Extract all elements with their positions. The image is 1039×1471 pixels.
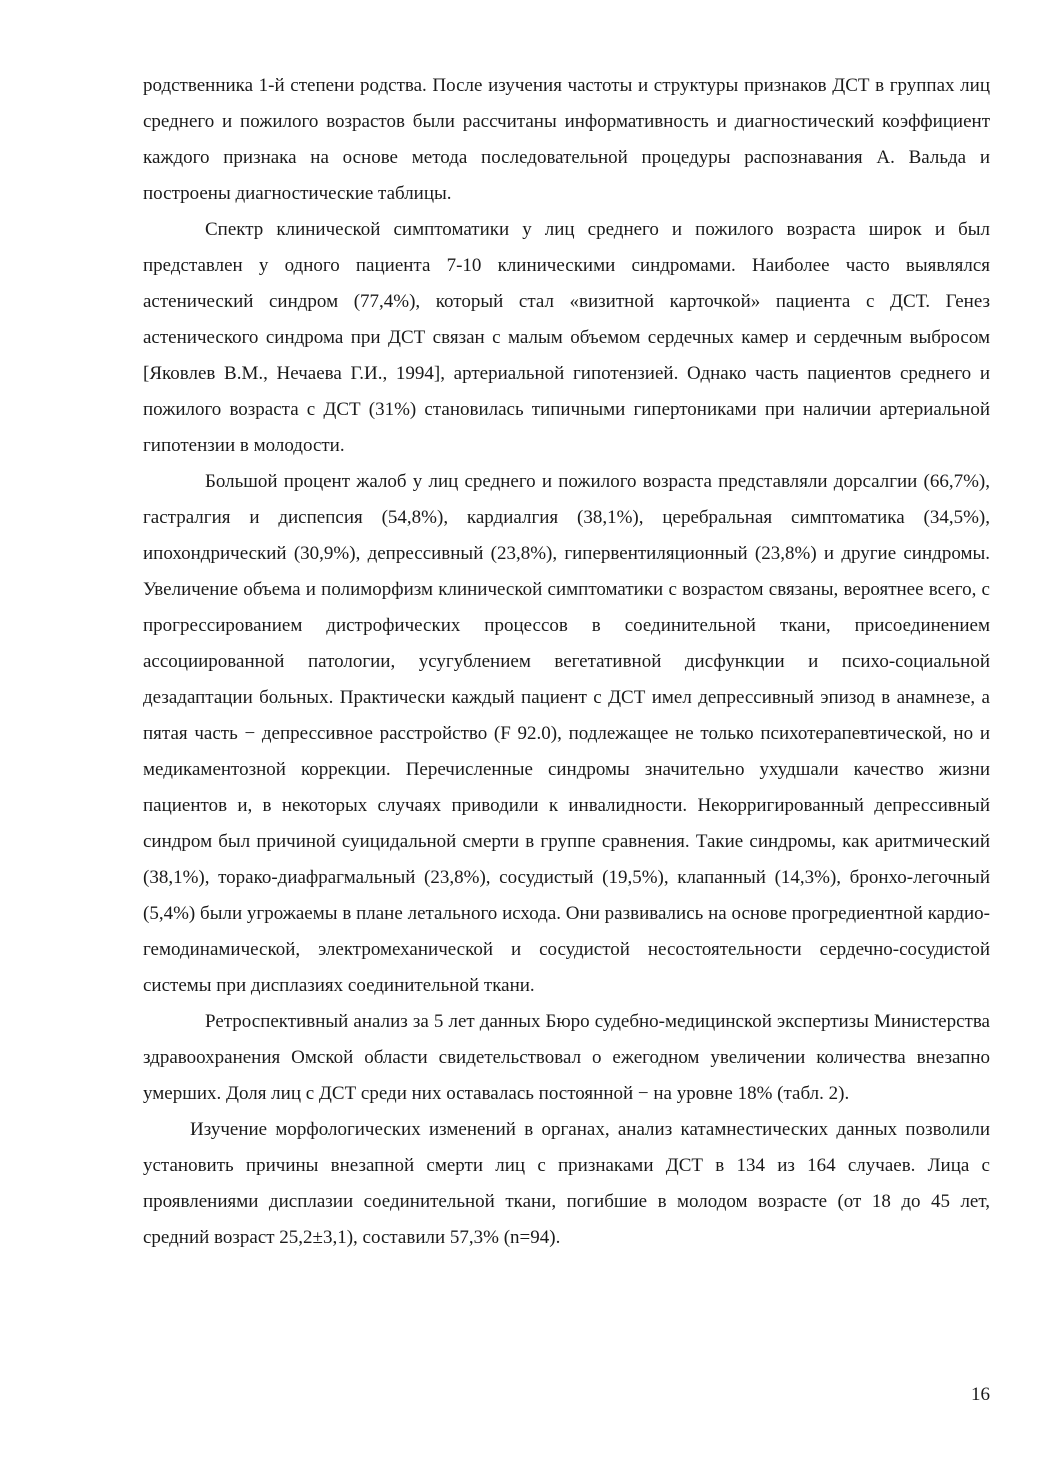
paragraph-2: Спектр клинической симптоматики у лиц среднего и пожилого возраста широк и был представлен у одного пациента 7-10 клиническими синдромами. Наиболее часто выявлялся астенический синдром (77,4%), который стал «визитной карточкой» пациента с ДСТ. Генез астенического синдрома при ДСТ связан с малым объемом сердечных камер и сердечным выбросом [Яковлев В.М., Нечаева Г.И., 1994], артериальной гипотензией. Однако часть пациентов среднего и пожилого возраста с ДСТ (31%) становилась типичными гипертониками при наличии артериальной гипотензии в молодости.	[143, 219, 990, 456]
paragraph-1: родственника 1-й степени родства. После изучения частоты и структуры признаков ДСТ в группах лиц среднего и пожилого возрастов были рассчитаны информативность и диагностический коэффициент каждого признака на основе метода последовательной процедуры распознавания А. Вальда и построены диагностические таблицы.	[143, 75, 990, 204]
paragraph-3: Большой процент жалоб у лиц среднего и пожилого возраста представляли дорсалгии (66,7%), гастралгия и диспепсия (54,8%), кардиалгия (38,1%), церебральная симптоматика (34,5%), ипохондрический (30,9%), депрессивный (23,8%), гипервентиляционный (23,8%) и другие синдромы. Увеличение объема и полиморфизм клинической симптоматики с возрастом связаны, вероятнее всего, с прогрессированием дистрофических процессов в соединительной ткани, присоединением ассоциированной патологии, усугублением вегетативной дисфункции и психо-социальной дезадаптации больных. Практически каждый пациент с ДСТ имел депрессивный эпизод в анамнезе, а пятая часть − депрессивное расстройство (F 92.0), подлежащее не только психотерапевтической, но и медикаментозной коррекции. Перечисленные синдромы значительно ухудшали качество жизни пациентов и, в некоторых случаях приводили к инвалидности. Некорригированный депрессивный синдром был причиной суицидальной смерти в группе сравнения. Такие синдромы, как аритмический (38,1%), торако-диафрагмальный (23,8%), сосудистый (19,5%), клапанный (14,3%), бронхо-легочный (5,4%) были угрожаемы в плане летального исхода. Они развивались на основе прогредиентной кардио-гемодинамической, электромеханической и сосудистой несостоятельности сердечно-сосудистой системы при дисплазиях соединительной ткани.	[143, 471, 990, 996]
page-number: 16	[971, 1384, 990, 1405]
paragraph-5: Изучение морфологических изменений в органах, анализ катамнестических данных позволили установить причины внезапной смерти лиц с признаками ДСТ в 134 из 164 случаев. Лица с проявлениями дисплазии соединительной ткани, погибшие в молодом возрасте (от 18 до 45 лет, средний возраст 25,2±3,1), составили 57,3% (n=94).	[143, 1119, 990, 1248]
page-body	[143, 68, 990, 1256]
paragraph-4: Ретроспективный анализ за 5 лет данных Бюро судебно-медицинской экспертизы Министерства здравоохранения Омской области свидетельствовал о ежегодном увеличении количества внезапно умерших. Доля лиц с ДСТ среди них оставалась постоянной − на уровне 18% (табл. 2).	[143, 1011, 990, 1104]
